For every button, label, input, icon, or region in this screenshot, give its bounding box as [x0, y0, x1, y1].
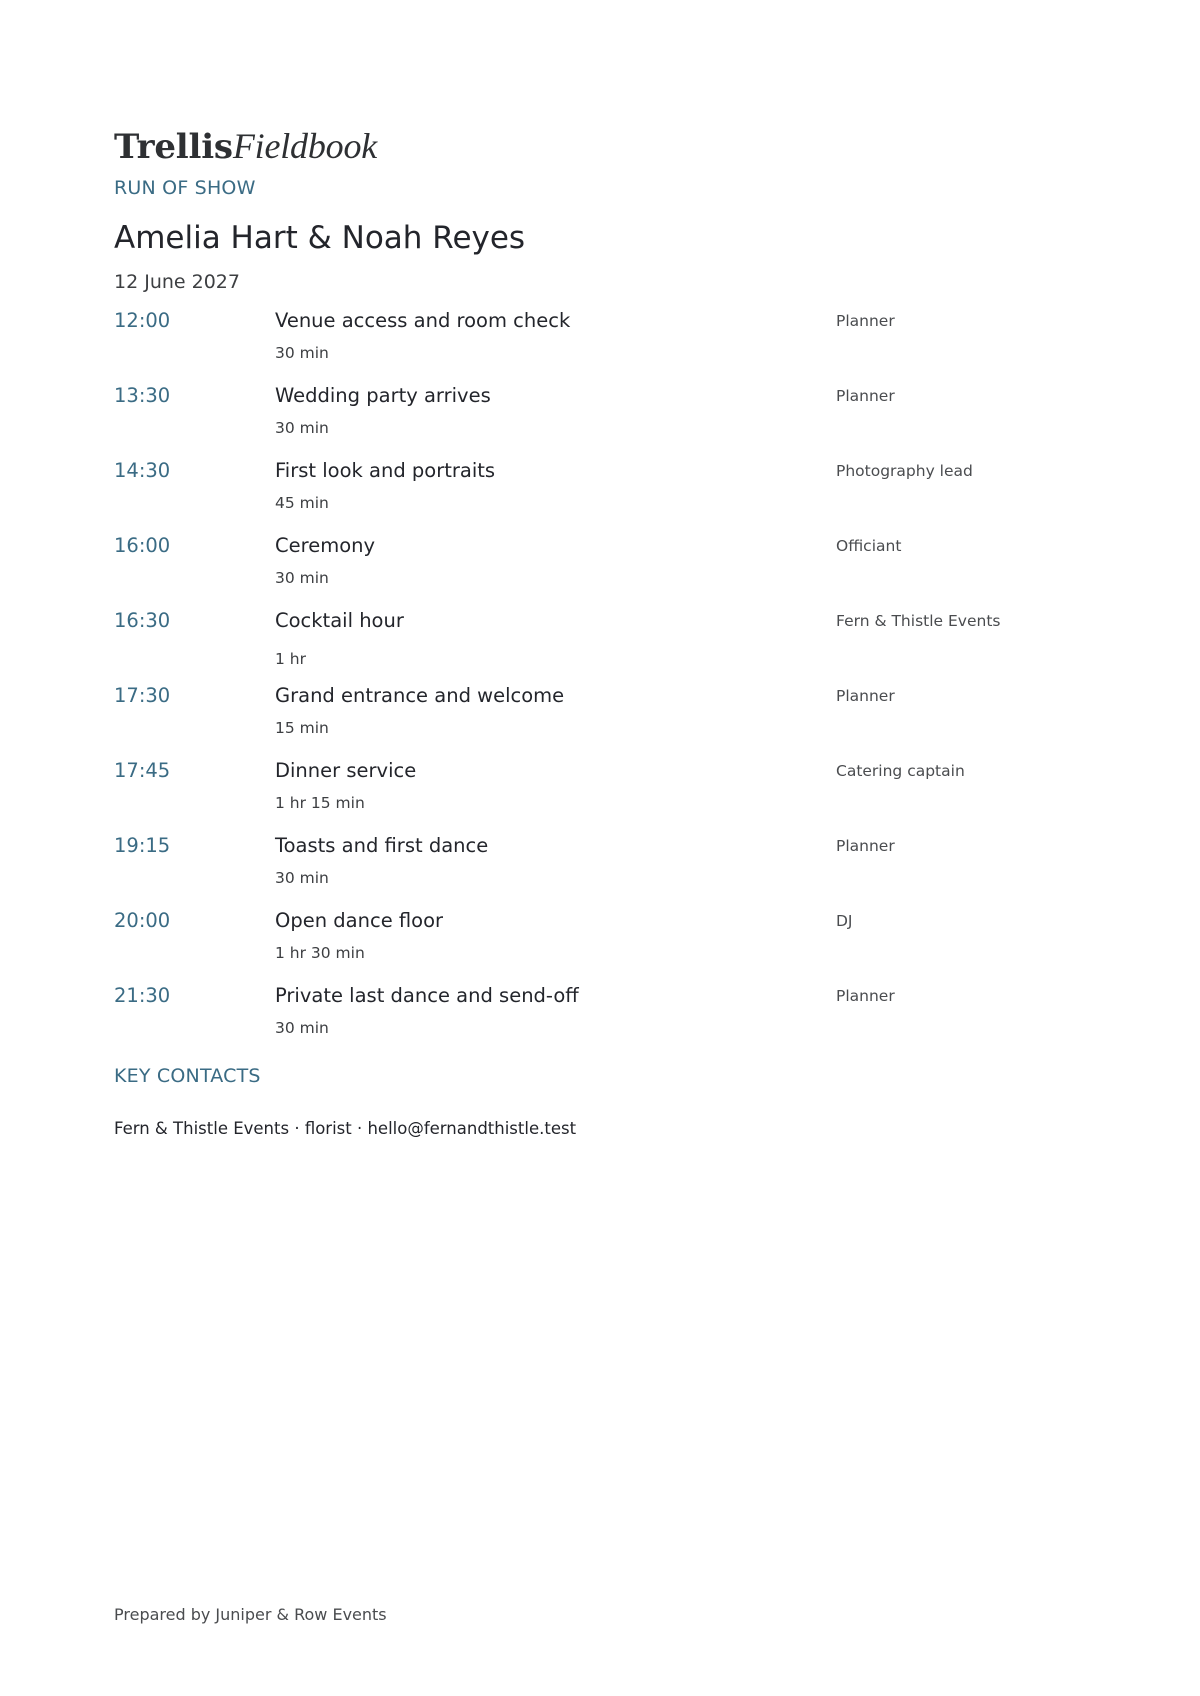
schedule-details [275, 908, 836, 969]
schedule-duration: 30 min [275, 569, 329, 587]
schedule-time: 14:30 [114, 459, 171, 482]
schedule-row [114, 683, 1094, 758]
schedule-owner: Photography lead [836, 462, 973, 480]
schedule-title: Ceremony [275, 534, 376, 557]
schedule-details [275, 533, 836, 594]
run-of-show-document [114, 124, 1094, 1140]
schedule-owner: DJ [836, 912, 853, 930]
schedule-duration: 1 hr 15 min [275, 794, 365, 812]
schedule-owner: Planner [836, 387, 895, 405]
schedule-row [114, 533, 1094, 608]
schedule-duration: 45 min [275, 494, 329, 512]
schedule-row [114, 833, 1094, 908]
section-label-key-contacts: KEY CONTACTS [114, 1065, 261, 1087]
schedule-row [114, 908, 1094, 983]
schedule-details [275, 608, 836, 669]
schedule-owner: Planner [836, 312, 895, 330]
brand-logo [114, 124, 1094, 168]
schedule-owner: Fern & Thistle Events [836, 612, 1001, 630]
schedule-details [275, 683, 836, 744]
schedule-row [114, 383, 1094, 458]
schedule-details [275, 308, 836, 369]
schedule-title: Venue access and room check [275, 309, 571, 332]
schedule-time: 17:45 [114, 759, 171, 782]
schedule-time: 12:00 [114, 309, 171, 332]
schedule-details [275, 383, 836, 444]
schedule-title: Grand entrance and welcome [275, 684, 565, 707]
schedule-row [114, 758, 1094, 833]
brand-logo-part-1: Trellis [114, 127, 233, 167]
schedule-details [275, 458, 836, 519]
schedule-owner: Planner [836, 837, 895, 855]
schedule-details [275, 833, 836, 894]
schedule-time: 16:00 [114, 534, 171, 557]
schedule-duration: 30 min [275, 344, 329, 362]
schedule-title: Private last dance and send-off [275, 984, 579, 1007]
schedule-owner: Planner [836, 987, 895, 1005]
schedule-title: First look and portraits [275, 459, 496, 482]
schedule-title: Wedding party arrives [275, 384, 491, 407]
schedule-list [114, 308, 1094, 1058]
schedule-duration: 1 hr 30 min [275, 944, 365, 962]
event-date: 12 June 2027 [114, 271, 240, 293]
brand-logo-part-2: Fieldbook [232, 126, 378, 166]
schedule-owner: Catering captain [836, 762, 965, 780]
schedule-title: Open dance floor [275, 909, 444, 932]
schedule-duration: 30 min [275, 419, 329, 437]
schedule-time: 16:30 [114, 609, 171, 632]
schedule-row [114, 983, 1094, 1058]
contact-entry: Fern & Thistle Events · florist · hello@fernandthistle.test [114, 1119, 577, 1138]
schedule-row [114, 608, 1094, 683]
schedule-title: Cocktail hour [275, 609, 404, 632]
schedule-duration: 1 hr [275, 650, 306, 668]
schedule-duration: 30 min [275, 869, 329, 887]
schedule-time: 13:30 [114, 384, 171, 407]
schedule-duration: 30 min [275, 1019, 329, 1037]
schedule-row [114, 458, 1094, 533]
schedule-title: Toasts and first dance [275, 834, 489, 857]
couple-names: Amelia Hart & Noah Reyes [114, 220, 526, 256]
schedule-time: 20:00 [114, 909, 171, 932]
schedule-time: 17:30 [114, 684, 171, 707]
section-label-run-of-show: RUN OF SHOW [114, 177, 256, 199]
schedule-duration: 15 min [275, 719, 329, 737]
schedule-owner: Officiant [836, 537, 902, 555]
schedule-time: 21:30 [114, 984, 171, 1007]
schedule-row [114, 308, 1094, 383]
schedule-details [275, 983, 836, 1044]
schedule-owner: Planner [836, 687, 895, 705]
schedule-time: 19:15 [114, 834, 171, 857]
prepared-by-footer: Prepared by Juniper & Row Events [114, 1605, 387, 1624]
schedule-title: Dinner service [275, 759, 417, 782]
schedule-details [275, 758, 836, 819]
